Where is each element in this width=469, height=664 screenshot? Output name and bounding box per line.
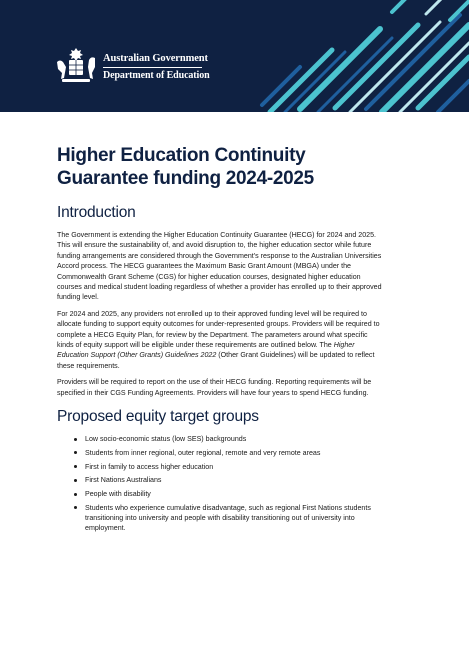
government-name: Australian Government — [103, 53, 208, 64]
list-item: People with disability — [85, 489, 385, 499]
department-name: Department of Education — [103, 70, 210, 81]
equity-groups-heading: Proposed equity target groups — [57, 408, 259, 426]
logo-divider — [103, 67, 202, 68]
introduction-paragraph-2 — [57, 309, 385, 371]
equity-groups-list — [57, 434, 385, 534]
introduction-heading: Introduction — [57, 204, 136, 221]
document-title-line-2: Guarantee funding 2024-2025 — [57, 168, 314, 189]
introduction-paragraph-3: Providers will be required to report on the use of their HECG funding. Reporting requirements will be specified in their CGS Funding Agreements. Providers will have four years to spend HECG funding. — [57, 378, 372, 397]
paragraph-2-text-end: (Other Grant Guidelines) will be updated to reflect these requirements. — [57, 351, 375, 370]
list-item: Students from inner regional, outer regional, remote and very remote areas — [85, 448, 385, 458]
list-item: Low socio-economic status (low SES) backgrounds — [85, 434, 385, 444]
government-logo[interactable] — [54, 46, 210, 86]
document-title — [57, 144, 385, 190]
commonwealth-coat-of-arms-icon — [54, 46, 98, 86]
introduction-paragraph-1: The Government is extending the Higher Education Continuity Guarantee (HECG) for 2024 and 2025. This will ensure the sustainability of, and avoid disruption to, the higher education sector while future funding arrangements are considered through the Government's response to the Australian Universities Accord process. The HECG guarantees the Maximum Basic Grant Amount (MBGA) under the Commonwealth Grant Scheme (CGS) for higher education courses, designated higher education courses and medical student loading regardless of whether a provider has enrolled up to their approved funding level. — [57, 231, 382, 302]
guidelines-title: Higher Education Support (Other Grants) Guidelines 2022 — [57, 341, 355, 360]
header-banner — [0, 0, 469, 112]
document-title-line-1: Higher Education Continuity — [57, 145, 306, 166]
paragraph-2-text-start: For 2024 and 2025, any providers not enrolled up to their approved funding level will be required to allocate funding to support equity outcomes for under-represented groups. Providers will be required to complete a HECG Equity Plan, for review by the Department. The parameters around what specific kinds of equity support will be eligible under these requirements are outlined below. The — [57, 309, 380, 350]
document-body — [57, 144, 385, 537]
list-item: First Nations Australians — [85, 475, 385, 485]
list-item: Students who experience cumulative disadvantage, such as regional First Nations students transitioning into university and people with disability transitioning out of university into employment. — [85, 503, 385, 534]
list-item: First in family to access higher education — [85, 462, 385, 472]
